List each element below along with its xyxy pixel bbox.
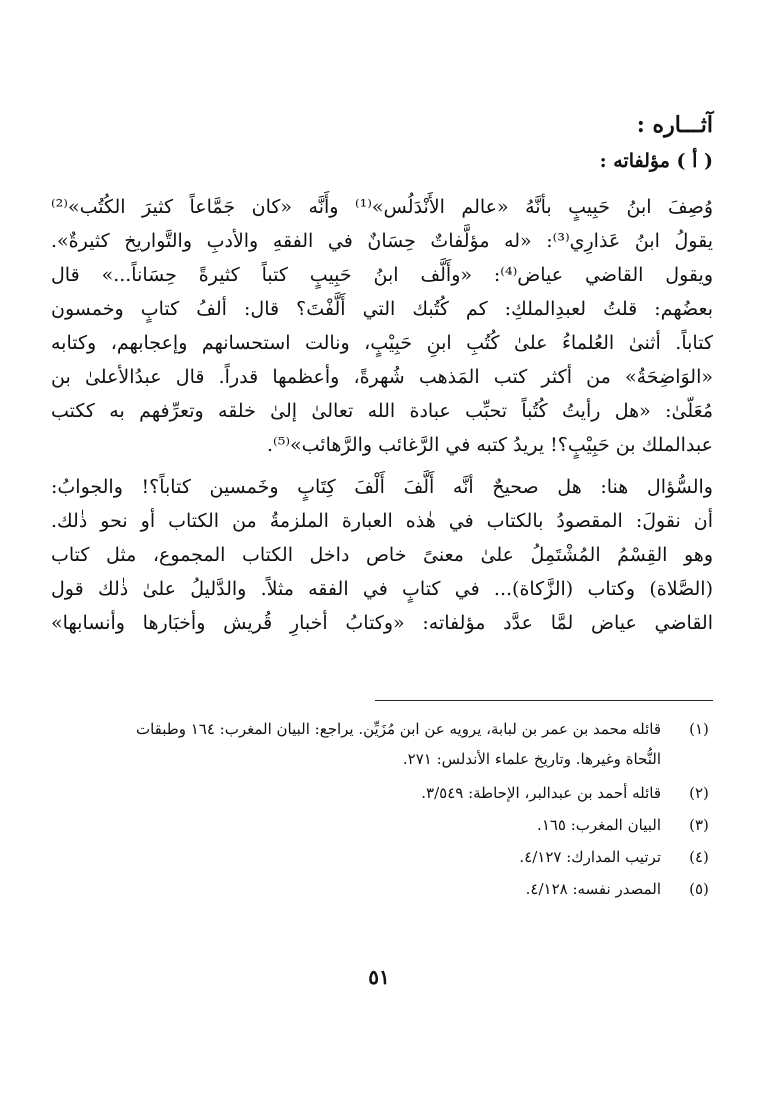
text-line: القاضي عياض لمَّا عدَّد مؤلفاته: «وكتابُ أخبارِ قُريش وأخبَارها وأنسابها» — [51, 612, 713, 634]
footnote-text: النُّحاة وغيرها. وتاريخ علماء الأندلس: ٢٧١. — [402, 750, 661, 768]
text-line: (الصَّلاة) وكتاب (الزَّكاة)... في كتابٍ في الفقه مثلاً. والدَّليلُ علىٰ ذٰلك قول — [51, 578, 713, 600]
footnote-divider — [375, 700, 713, 701]
text-line: بعضُهم: قلتُ لعبدِالملكِ: كم كُتُبك التي أَلَّفْتَ؟ قال: ألفُ كتابٍ وخمسون — [51, 298, 713, 320]
section-heading: آثـــاره : — [636, 112, 713, 138]
footnote-text: المصدر نفسه: ٤/١٢٨. — [525, 880, 661, 898]
footnote-text: قائله أحمد بن عبدالبر، الإحاطة: ٣/٥٤٩. — [421, 784, 661, 802]
footnote-number: (١) — [689, 720, 709, 738]
text-line: وهو القِسْمُ المُشْتَمِلُ علىٰ معنىً خاص داخل الكتاب المجموع، مثل كتاب — [51, 544, 713, 566]
text-line: مُعَلّىٰ: «هل رأيتُ كُتُباً تحبِّب عبادة الله تعالىٰ إلىٰ خلقه وتعرِّفهم به ككتب — [51, 400, 713, 422]
text-line: يقولُ ابنُ عَذارِي⁽³⁾: «له مؤلَّفاتٌ حِسَانٌ في الفقهِ والأدبِ والتَّواريخ كثيرةٌ». — [51, 230, 713, 252]
footnote — [51, 778, 713, 808]
text-line: وُصِفَ ابنُ حَبِيبٍ بأنَّهُ «عالم الأَنْدَلُس»⁽¹⁾ وأَنَّه «كان جَمَّاعاً كثيرَ الكُتُب»⁽²⁾ — [51, 196, 713, 218]
footnote — [51, 874, 713, 904]
text-line: أن نقولَ: المقصودُ بالكتاب في هٰذه العبارة الملزمةُ من الكتاب أو نحو ذٰلك. — [51, 510, 713, 532]
footnote-number: (٤) — [689, 848, 709, 866]
footnote-text: قائله محمد بن عمر بن لبابة، يرويه عن ابن مُزَيِّن. يراجع: البيان المغرب: ١٦٤ وطبقات — [135, 720, 661, 738]
footnote-number: (٣) — [689, 816, 709, 834]
footnote-number: (٢) — [689, 784, 709, 802]
footnote-number: (٥) — [689, 880, 709, 898]
text-line: والسُّؤال هنا: هل صحيحٌ أنَّه أَلَّفَ أَلْفَ كِتَابٍ وخَمسين كتاباً؟! والجوابُ: — [51, 476, 713, 498]
footnote — [51, 810, 713, 840]
text-line: عبدالملك بن حَبِيْبٍ؟! يريدُ كتبه في الرَّغائب والرَّهائب»⁽⁵⁾. — [266, 434, 713, 456]
text-line: ويقول القاضي عياض⁽⁴⁾: «وأَلَّف ابنُ حَبِيبٍ كتباً كثيرةً حِسَاناً...» قال — [51, 264, 713, 286]
page-number: ٥١ — [368, 965, 390, 989]
subsection-heading: ( أ ) مؤلفاته : — [599, 150, 713, 172]
footnote-text: البيان المغرب: ١٦٥. — [537, 816, 661, 834]
footnote-text: ترتيب المدارك: ٤/١٢٧. — [519, 848, 661, 866]
text-line: «الوَاضِحَةُ» من أكثر كتب المَذهب شُهرةً، وأعظمها قدراً. قال عبدُالأعلىٰ بن — [51, 366, 713, 388]
text-line: كتاباً. أثنىٰ العُلماءُ علىٰ كُتُبِ ابنِ حَبِيْبٍ، ونالت استحسانهم وإعجابهم، وكتابه — [51, 332, 713, 354]
footnote — [51, 714, 713, 774]
footnote — [51, 842, 713, 872]
